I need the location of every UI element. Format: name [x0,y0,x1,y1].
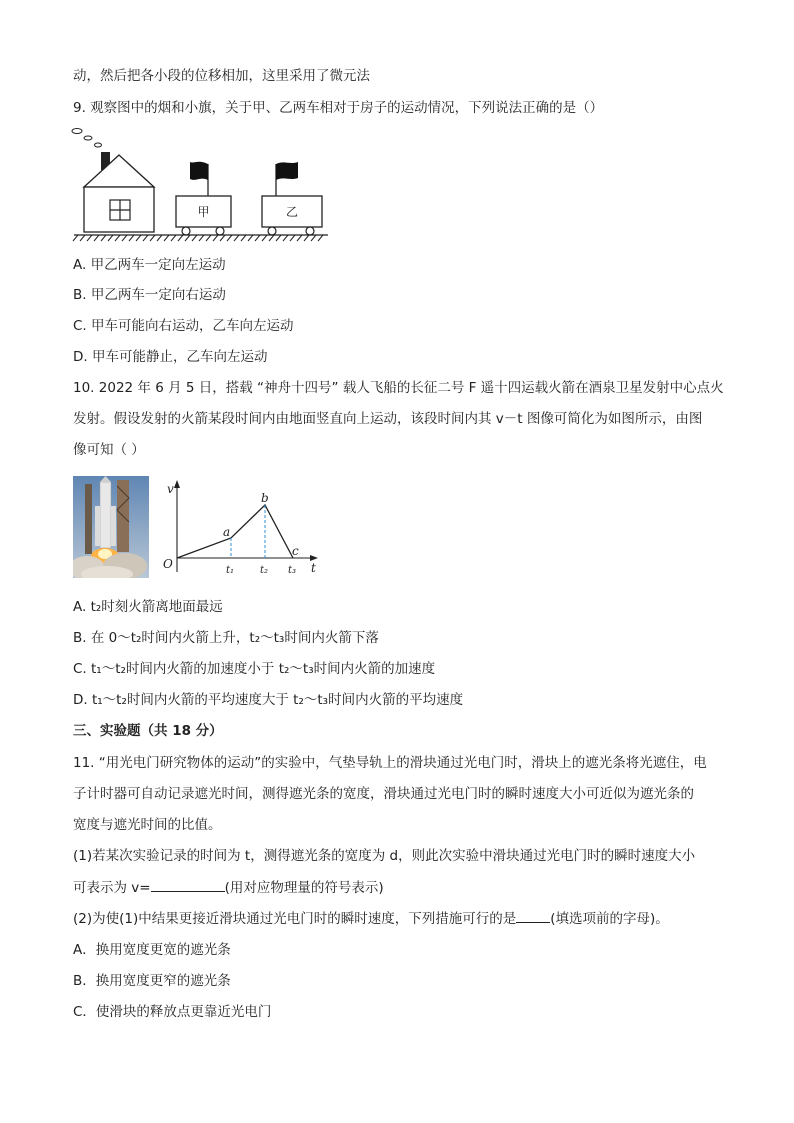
hatch-mark [115,235,120,241]
hatch-mark [297,235,302,241]
q10-stem-line2: 发射。假设发射的火箭某段时间内由地面竖直向上运动，该段时间内其 v－t 图像可简化为如图所示，由图 [73,411,703,427]
house-roof [84,155,154,187]
car-yi-label: 乙 [285,205,299,219]
t3-label: t₃ [288,565,297,576]
hatch-mark [185,235,190,241]
q10-option-d: D. t₁～t₂时间内火箭的平均速度大于 t₂～t₃时间内火箭的平均速度 [73,692,464,708]
hatch-mark [94,235,99,241]
hatch-mark [290,235,295,241]
hatch-mark [108,235,113,241]
point-b-label: b [261,491,269,505]
hatch-mark [87,235,92,241]
hatch-mark [122,235,127,241]
continuation-text: 动，然后把各小段的位移相加，这里采用了微元法 [73,68,370,84]
velocity-line [177,505,293,558]
hatch-mark [157,235,162,241]
smoke-puff-2 [84,136,92,140]
t-axis-label: t [311,561,316,575]
point-a-label: a [223,525,231,539]
flag-1 [190,162,208,180]
hatch-mark [178,235,183,241]
car-jia-label: 甲 [197,205,210,219]
hatch-mark [269,235,274,241]
q9-option-b: B. 甲乙两车一定向右运动 [73,287,226,303]
car-jia-wheel-left [182,227,190,235]
origin-label: O [163,557,173,571]
hatch-mark [311,235,316,241]
hatch-mark [283,235,288,241]
ground-hatching [73,235,323,241]
q9-option-a: A. 甲乙两车一定向左运动 [73,257,226,273]
t1-label: t₁ [226,565,235,576]
q11-sub2-prefix: (2)为使(1)中结果更接近滑块通过光电门时的瞬时速度，下列措施可行的是 [73,911,517,927]
q11-sub2-suffix: (填选项前的字母)。 [550,911,669,927]
hatch-mark [164,235,169,241]
t2-label: t₂ [260,565,269,576]
q11-line3: 宽度与遮光时间的比值。 [73,817,222,833]
hatch-mark [80,235,85,241]
q11-option-b: B．换用宽度更窄的遮光条 [73,973,231,989]
hatch-mark [136,235,141,241]
hatch-mark [73,235,78,241]
q11-option-c: C．使滑块的释放点更靠近光电门 [73,1004,272,1020]
q10-stem-line3: 像可知（ ） [73,442,145,458]
q9-option-d: D. 甲车可能静止，乙车向左运动 [73,349,268,365]
q9-house-cars-figure [66,124,336,246]
answer-blank-1[interactable] [151,877,225,892]
hatch-mark [192,235,197,241]
hatch-mark [101,235,106,241]
q11-sub1-line2 [73,877,384,898]
car-jia-wheel-right [216,227,224,235]
hatch-mark [248,235,253,241]
q11-sub1-prefix: 可表示为 v= [73,880,151,896]
hatch-mark [262,235,267,241]
q9-stem: 9. 观察图中的烟和小旗，关于甲、乙两车相对于房子的运动情况，下列说法正确的是（） [73,100,604,116]
hatch-mark [241,235,246,241]
q11-sub2-line [73,908,669,929]
hatch-mark [318,235,323,241]
point-c-label: c [292,544,299,558]
q11-option-a: A．换用宽度更宽的遮光条 [73,942,231,958]
q10-option-c: C. t₁～t₂时间内火箭的加速度小于 t₂～t₃时间内火箭的加速度 [73,661,436,677]
q10-option-b: B. 在 0～t₂时间内火箭上升，t₂～t₃时间内火箭下落 [73,630,379,646]
section-3-title: 三、实验题（共 18 分） [73,723,223,739]
hatch-mark [206,235,211,241]
rocket-launch-photo [73,476,149,578]
v-axis-label: v [167,482,174,496]
answer-blank-2[interactable] [516,908,550,923]
q11-line2: 子计时器可自动记录遮光时间，测得遮光条的宽度，滑块通过光电门时的瞬时速度大小可近似为遮光条的 [73,786,694,802]
q10-option-a: A. t₂时刻火箭离地面最远 [73,599,223,615]
hatch-mark [276,235,281,241]
hatch-mark [304,235,309,241]
q9-option-c: C. 甲车可能向右运动，乙车向左运动 [73,318,294,334]
q11-sub1-suffix: (用对应物理量的符号表示) [224,880,384,896]
smoke-puff-1 [72,129,82,134]
hatch-mark [255,235,260,241]
q10-stem-line1: 10. 2022 年 6 月 5 日，搭载 “神舟十四号” 载人飞船的长征二号 F 遥十四运载火箭在酒泉卫星发射中心点火 [73,380,724,396]
smoke-puff-3 [95,143,102,147]
q10-vt-graph [158,476,328,582]
q11-line1: 11. “用光电门研究物体的运动”的实验中，气垫导轨上的滑块通过光电门时，滑块上的遮光条将光遮住，电 [73,755,707,771]
hatch-mark [143,235,148,241]
hatch-mark [171,235,176,241]
q11-sub1-line1: (1)若某次实验记录的时间为 t，测得遮光条的宽度为 d，则此次实验中滑块通过光电门时的瞬时速度大小 [73,848,696,864]
car-yi-wheel-left [268,227,276,235]
hatch-mark [213,235,218,241]
hatch-mark [227,235,232,241]
v-axis-arrow [174,480,180,488]
hatch-mark [150,235,155,241]
hatch-mark [220,235,225,241]
flag-2 [276,162,298,180]
hatch-mark [129,235,134,241]
car-yi-wheel-right [306,227,314,235]
hatch-mark [234,235,239,241]
hatch-mark [199,235,204,241]
